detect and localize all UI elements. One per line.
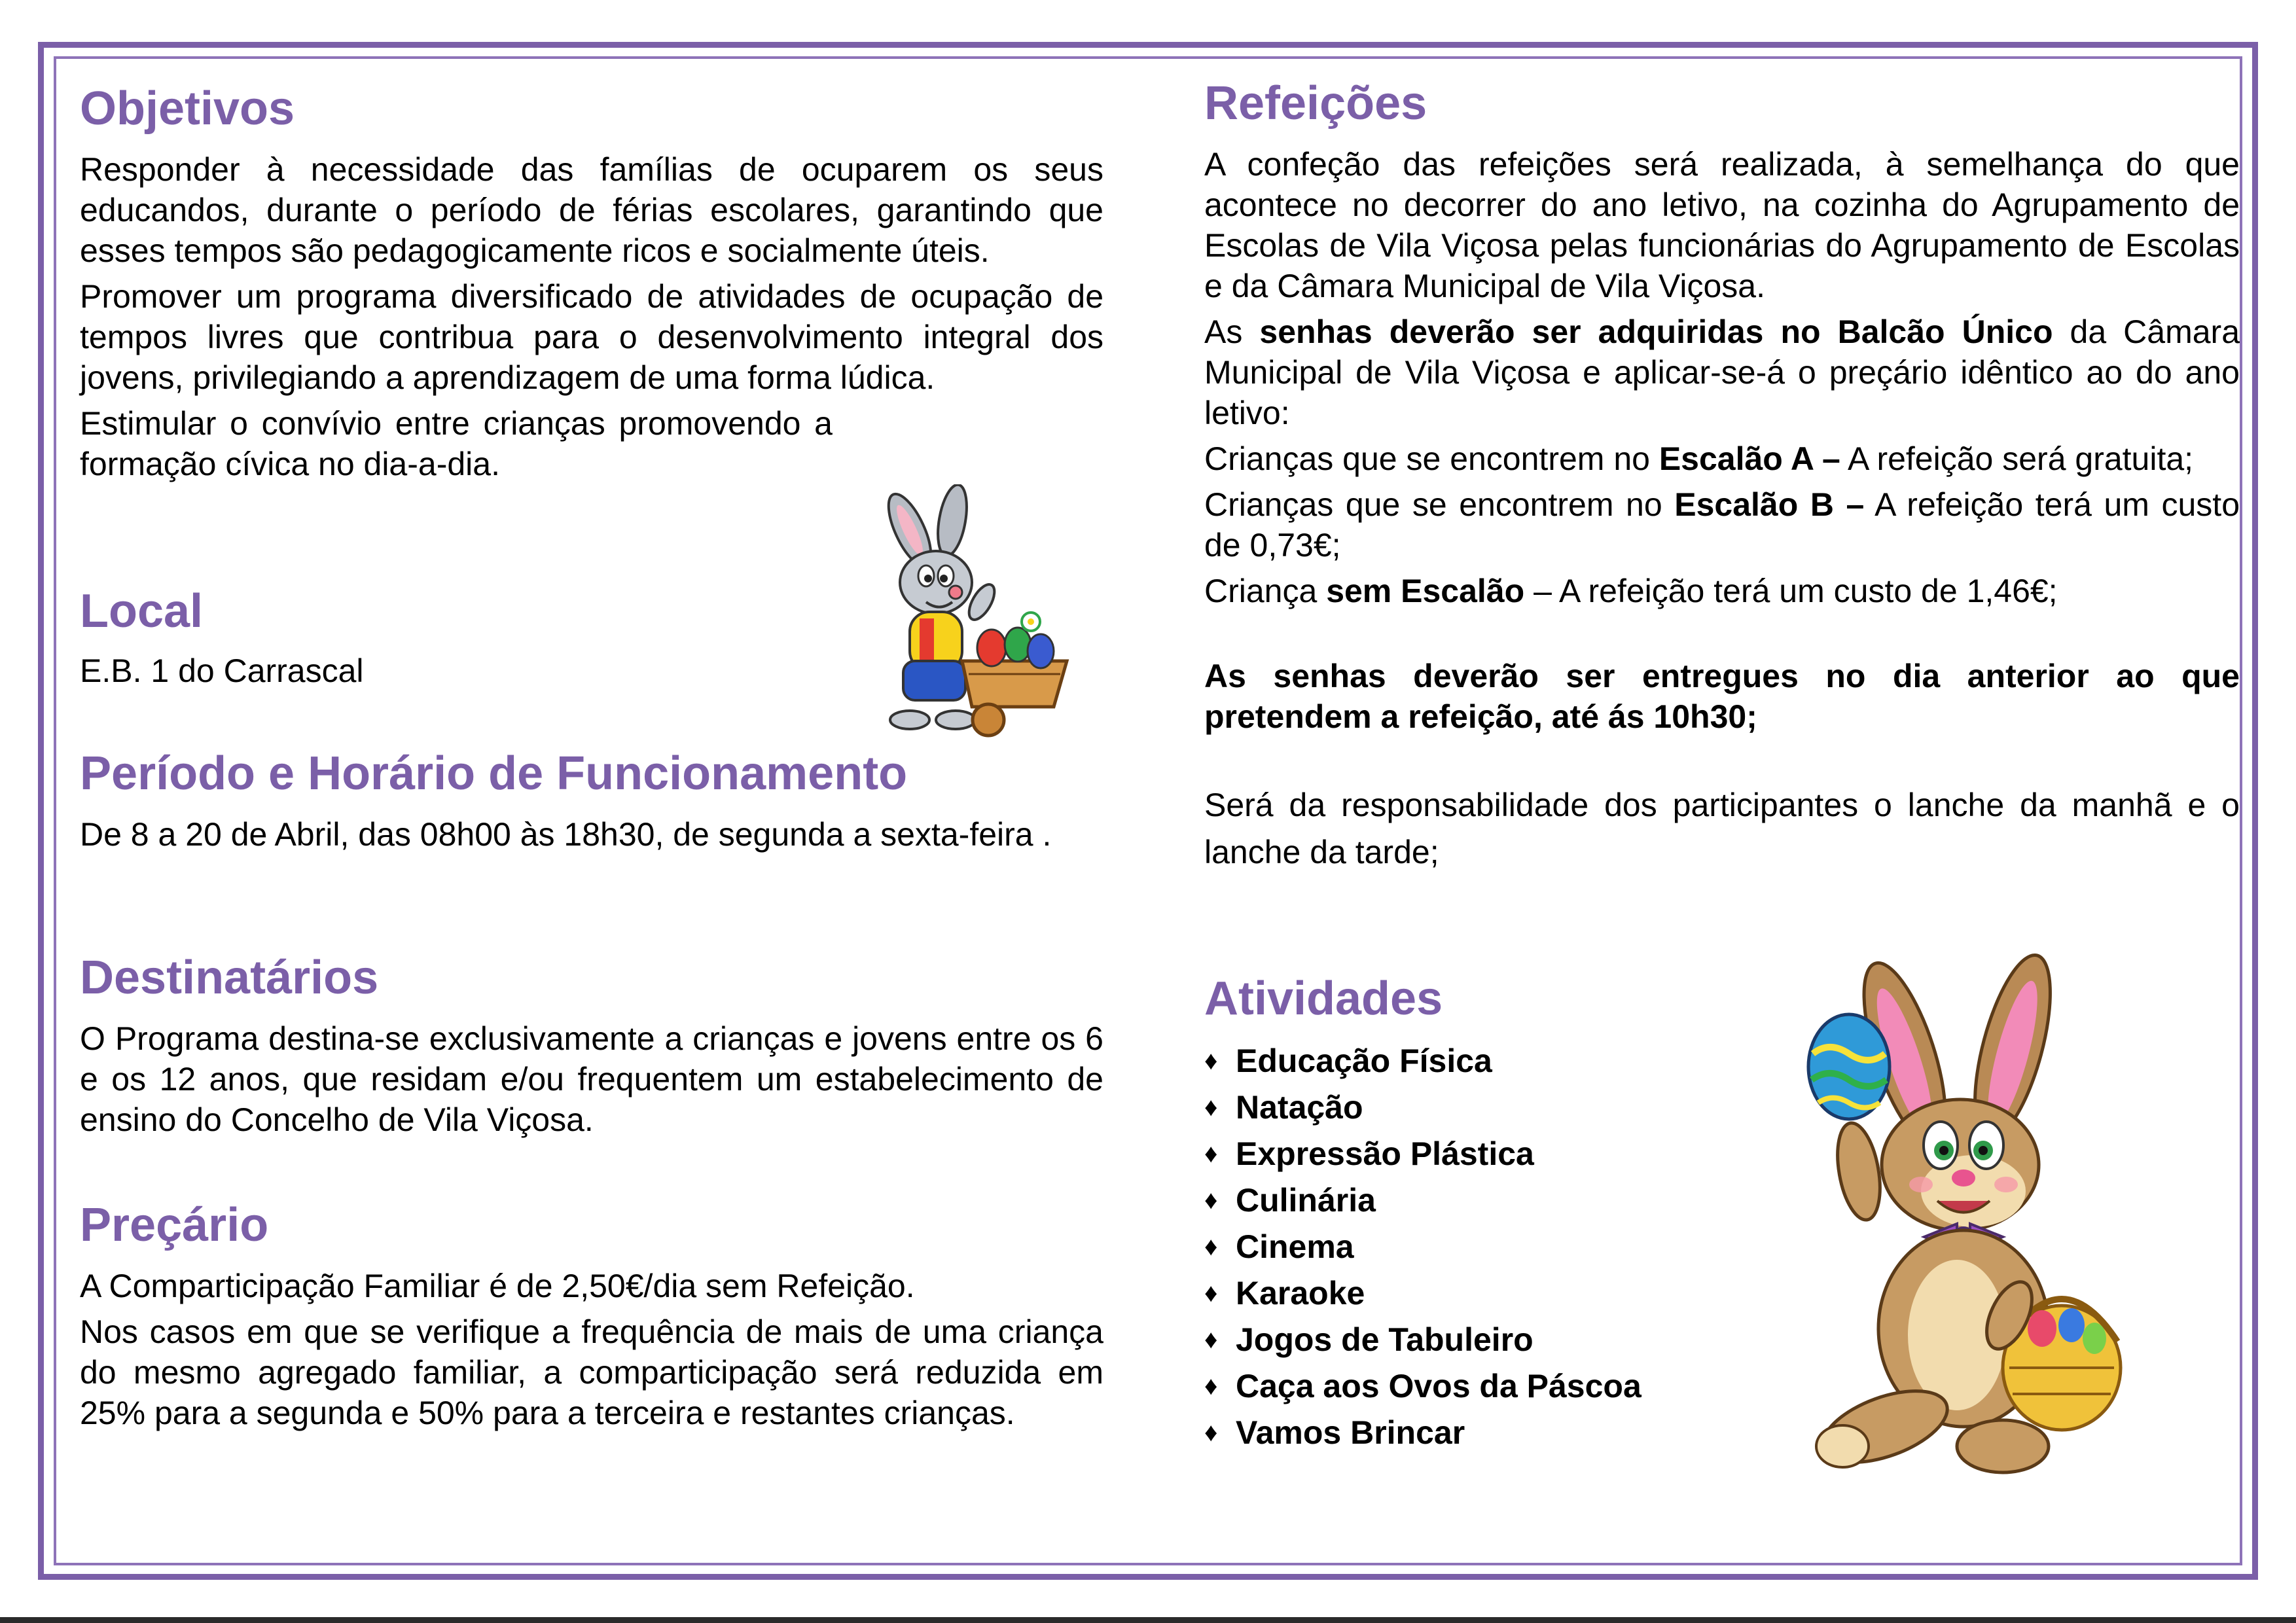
diamond-bullet-icon: ♦ bbox=[1204, 1418, 1218, 1447]
refeicoes-p7: Será da responsabilidade dos participantes o lanche da manhã e o lanche da tarde; bbox=[1204, 787, 2240, 870]
diamond-bullet-icon: ♦ bbox=[1204, 1372, 1218, 1400]
refeicoes-p6: As senhas deverão ser entregues no dia anterior ao que pretendem a refeição, até ás 10h30; bbox=[1204, 658, 2240, 735]
left-column bbox=[80, 0, 1103, 1571]
section-precario bbox=[80, 1198, 1103, 1433]
list-item: ♦ Expressão Plástica bbox=[1204, 1131, 2240, 1177]
heading-local: Local bbox=[80, 585, 204, 637]
refeicoes-p4-a: Crianças que se encontrem no bbox=[1204, 486, 1675, 523]
refeicoes-p5-a: Criança bbox=[1204, 573, 1327, 609]
section-objetivos bbox=[80, 81, 1103, 484]
refeicoes-p5 bbox=[1204, 571, 2240, 611]
diamond-bullet-icon: ♦ bbox=[1204, 1139, 1218, 1168]
diamond-bullet-icon: ♦ bbox=[1204, 1232, 1218, 1261]
destinatarios-text: O Programa destina-se exclusivamente a crianças e jovens entre os 6 e os 12 anos, que residam e/ou frequentem um estabelecimento de ensino do Concelho de Vila Viçosa. bbox=[80, 1020, 1103, 1138]
list-item: ♦ Karaoke bbox=[1204, 1270, 2240, 1317]
precario-paragraph: Nos casos em que se verifique a frequência de mais de uma criança do mesmo agregado familiar, a comparticipação será reduzida em 25% para a segunda e 50% para a terceira e restantes crianças. bbox=[80, 1313, 1103, 1431]
refeicoes-p4 bbox=[1204, 484, 2240, 565]
refeicoes-p2-c: da Câmara Municipal de Vila Viçosa e aplicar-se-á o preçário idêntico ao do ano letivo: bbox=[1204, 313, 2240, 431]
heading-objetivos: Objetivos bbox=[80, 82, 295, 135]
diamond-bullet-icon: ♦ bbox=[1204, 1186, 1218, 1215]
refeicoes-p3-b: Escalão A – bbox=[1659, 440, 1840, 477]
list-item: ♦ Vamos Brincar bbox=[1204, 1410, 2240, 1456]
bunny-wheelbarrow-illustration bbox=[864, 484, 1080, 746]
list-item: ♦ Educação Física bbox=[1204, 1038, 2240, 1084]
diamond-bullet-icon: ♦ bbox=[1204, 1093, 1218, 1122]
refeicoes-p3 bbox=[1204, 438, 2240, 479]
bunny-egg-basket-illustration bbox=[1787, 949, 2153, 1499]
precario-paragraph: A Comparticipação Familiar é de 2,50€/dia sem Refeição. bbox=[80, 1268, 915, 1304]
refeicoes-p4-b: Escalão B – bbox=[1674, 486, 1865, 523]
section-destinatarios bbox=[80, 950, 1103, 1140]
heading-atividades: Atividades bbox=[1204, 972, 1443, 1025]
refeicoes-p4-c: A refeição terá um custo de 0,73€; bbox=[1204, 486, 2240, 563]
refeicoes-p3-a: Crianças que se encontrem no bbox=[1204, 440, 1659, 477]
section-refeicoes bbox=[1204, 76, 2240, 876]
section-periodo bbox=[80, 746, 1103, 855]
diamond-bullet-icon: ♦ bbox=[1204, 1046, 1218, 1075]
refeicoes-p2 bbox=[1204, 312, 2240, 433]
diamond-bullet-icon: ♦ bbox=[1204, 1279, 1218, 1308]
diamond-bullet-icon: ♦ bbox=[1204, 1325, 1218, 1354]
list-item: ♦ Culinária bbox=[1204, 1177, 2240, 1224]
objetivos-paragraph: Responder à necessidade das famílias de ocuparem os seus educandos, durante o período de férias escolares, garantindo que esses tempos são pedagogicamente ricos e socialmente úteis. bbox=[80, 151, 1103, 269]
objetivos-paragraph: Promover um programa diversificado de atividades de ocupação de tempos livres que contribua para o desenvolvimento integral dos jovens, privilegiando a aprendizagem de uma forma lúdica. bbox=[80, 278, 1103, 396]
objetivos-paragraph: Estimular o convívio entre crianças promovendo a formação cívica no dia-a-dia. bbox=[80, 405, 833, 482]
refeicoes-p2-a: As bbox=[1204, 313, 1260, 350]
list-item: ♦ Caça aos Ovos da Páscoa bbox=[1204, 1363, 2240, 1410]
list-item: ♦ Cinema bbox=[1204, 1224, 2240, 1270]
heading-precario: Preçário bbox=[80, 1199, 269, 1251]
heading-refeicoes: Refeições bbox=[1204, 77, 1427, 130]
heading-destinatarios: Destinatários bbox=[80, 952, 379, 1004]
list-item: ♦ Jogos de Tabuleiro bbox=[1204, 1317, 2240, 1363]
list-item: ♦ Natação bbox=[1204, 1084, 2240, 1131]
refeicoes-p5-b: sem Escalão bbox=[1326, 573, 1525, 609]
local-text: E.B. 1 do Carrascal bbox=[80, 652, 364, 689]
periodo-text: De 8 a 20 de Abril, das 08h00 às 18h30, de segunda a sexta-feira . bbox=[80, 816, 1052, 853]
refeicoes-p3-c: A refeição será gratuita; bbox=[1840, 440, 2194, 477]
bottom-edge-bar bbox=[0, 1617, 2296, 1623]
refeicoes-p5-c: – A refeição terá um custo de 1,46€; bbox=[1524, 573, 2058, 609]
refeicoes-p2-b: senhas deverão ser adquiridas no Balcão Único bbox=[1259, 313, 2053, 350]
heading-periodo: Período e Horário de Funcionamento bbox=[80, 747, 908, 800]
refeicoes-p1: A confeção das refeições será realizada, à semelhança do que acontece no decorrer do ano letivo, na cozinha do Agrupamento de Escolas de Vila Viçosa pelas funcionárias do Agrupamento de Escolas e da Câmara Municipal de Vila Viçosa. bbox=[1204, 146, 2240, 304]
